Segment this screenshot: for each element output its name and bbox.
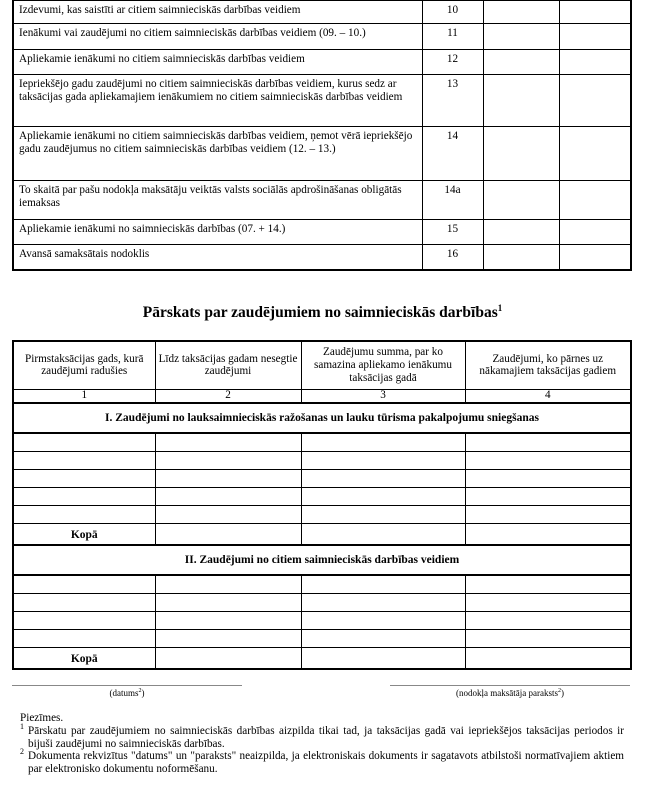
section-header-row <box>13 403 631 433</box>
note-text: Dokumenta rekvizītus "datums" un "paraksts" neaizpilda, ja elektroniskais dokuments ir sagatavots atbilstoši normatīvajiem aktiem par elektronisko dokumentu noformēšanu. <box>28 750 624 776</box>
entry-cell[interactable] <box>155 469 301 487</box>
table-row <box>13 75 631 127</box>
note-mark: 2 <box>20 747 24 757</box>
table-row <box>13 127 631 181</box>
note-item <box>20 721 624 751</box>
table-row <box>13 451 631 469</box>
table-row <box>13 505 631 523</box>
closing-paren: ) <box>141 688 145 698</box>
table-row <box>13 433 631 451</box>
entry-cell[interactable] <box>13 575 155 593</box>
row-code: 13 <box>422 75 483 127</box>
total-cell[interactable] <box>301 647 465 669</box>
row-code: 16 <box>422 245 483 270</box>
report-title-text: Pārskats par zaudējumiem no saimnieciskās darbības <box>142 304 498 321</box>
note-item <box>20 747 624 776</box>
column-number: 1 <box>13 389 155 403</box>
total-cell[interactable] <box>465 523 631 545</box>
section-header-row <box>13 545 631 575</box>
footnote-mark: 1 <box>497 302 503 313</box>
row-label: Ienākumi vai zaudējumi no citiem saimnieciskās darbības veidiem (09. – 10.) <box>13 24 422 50</box>
value-cell[interactable] <box>483 50 559 75</box>
value-cell[interactable] <box>559 245 631 270</box>
entry-cell[interactable] <box>155 611 301 629</box>
column-number: 2 <box>155 389 301 403</box>
date-line[interactable] <box>12 685 242 686</box>
value-cell[interactable] <box>483 75 559 127</box>
footnote-mark: 2 <box>557 688 561 694</box>
signature-label: (nodokļa maksātāja paraksts <box>456 688 558 698</box>
entry-cell[interactable] <box>155 629 301 647</box>
entry-cell[interactable] <box>301 505 465 523</box>
row-code: 10 <box>422 1 483 24</box>
row-code: 14 <box>422 127 483 181</box>
entry-cell[interactable] <box>465 593 631 611</box>
entry-cell[interactable] <box>13 451 155 469</box>
row-code: 11 <box>422 24 483 50</box>
entry-cell[interactable] <box>155 487 301 505</box>
value-cell[interactable] <box>559 75 631 127</box>
row-label: Apliekamie ienākumi no citiem saimnieciskās darbības veidiem <box>13 50 422 75</box>
date-caption <box>12 688 242 698</box>
entry-cell[interactable] <box>155 505 301 523</box>
value-cell[interactable] <box>483 220 559 245</box>
table-row <box>13 24 631 50</box>
table-row <box>13 629 631 647</box>
entry-cell[interactable] <box>465 487 631 505</box>
note-text: Pārskatu par zaudējumiem no saimnieciskās darbības aizpilda tikai tad, ja taksācijas gadā vai iepriekšējos taksācijas periodos ir bijuši zaudējumi no saimnieciskās darbības. <box>28 724 624 750</box>
value-cell[interactable] <box>559 220 631 245</box>
value-cell[interactable] <box>559 1 631 24</box>
signature-caption <box>390 688 630 698</box>
table-row <box>13 593 631 611</box>
note-mark: 1 <box>20 721 24 731</box>
value-cell[interactable] <box>483 127 559 181</box>
column-number: 4 <box>465 389 631 403</box>
table-row <box>13 469 631 487</box>
entry-cell[interactable] <box>13 629 155 647</box>
entry-cell[interactable] <box>465 611 631 629</box>
table-row <box>13 50 631 75</box>
column-number: 3 <box>301 389 465 403</box>
entry-cell[interactable] <box>13 433 155 451</box>
entry-cell[interactable] <box>301 611 465 629</box>
table-row <box>13 1 631 24</box>
value-cell[interactable] <box>559 127 631 181</box>
entry-cell[interactable] <box>465 575 631 593</box>
income-summary-table <box>12 0 632 271</box>
total-cell[interactable] <box>301 523 465 545</box>
value-cell[interactable] <box>483 24 559 50</box>
header-row <box>13 341 631 389</box>
value-cell[interactable] <box>559 50 631 75</box>
row-code: 12 <box>422 50 483 75</box>
value-cell[interactable] <box>483 181 559 220</box>
entry-cell[interactable] <box>301 629 465 647</box>
entry-cell[interactable] <box>13 469 155 487</box>
total-cell[interactable] <box>155 523 301 545</box>
entry-cell[interactable] <box>465 433 631 451</box>
entry-cell[interactable] <box>465 629 631 647</box>
entry-cell[interactable] <box>155 575 301 593</box>
table-row <box>13 245 631 270</box>
column-header: Zaudējumi, ko pārnes uz nākamajiem taksācijas gadiem <box>465 341 631 389</box>
entry-cell[interactable] <box>13 611 155 629</box>
total-row <box>13 647 631 669</box>
closing-paren: ) <box>560 688 564 698</box>
loss-report-table <box>12 340 632 670</box>
total-label: Kopā <box>13 647 155 669</box>
section-title: I. Zaudējumi no lauksaimnieciskās ražošanas un lauku tūrisma pakalpojumu sniegšanas <box>13 403 631 433</box>
row-label: Apliekamie ienākumi no saimnieciskās darbības (07. + 14.) <box>13 220 422 245</box>
entry-cell[interactable] <box>465 505 631 523</box>
notes <box>20 712 624 776</box>
row-code: 14a <box>422 181 483 220</box>
entry-cell[interactable] <box>13 505 155 523</box>
row-label: Izdevumi, kas saistīti ar citiem saimnieciskās darbības veidiem <box>13 1 422 24</box>
column-header: Pirmstaksācijas gads, kurā zaudējumi radušies <box>13 341 155 389</box>
entry-cell[interactable] <box>155 451 301 469</box>
row-code: 15 <box>422 220 483 245</box>
notes-heading: Piezīmes. <box>20 712 64 724</box>
footnote-mark: 2 <box>138 688 142 694</box>
value-cell[interactable] <box>483 245 559 270</box>
table-row <box>13 181 631 220</box>
column-number-row <box>13 389 631 403</box>
date-label: (datums <box>109 688 139 698</box>
row-label: To skaitā par pašu nodokļa maksātāju veiktās valsts sociālās apdrošināšanas obligātās iemaksas <box>13 181 422 220</box>
entry-cell[interactable] <box>13 593 155 611</box>
value-cell[interactable] <box>559 181 631 220</box>
entry-cell[interactable] <box>155 433 301 451</box>
row-label: Iepriekšējo gadu zaudējumi no citiem saimnieciskās darbības veidiem, kurus sedz ar taksācijas gada apliekamajiem ienākumiem no citiem saimnieciskās darbības veidiem <box>13 75 422 127</box>
table-row <box>13 575 631 593</box>
total-label: Kopā <box>13 523 155 545</box>
total-cell[interactable] <box>155 647 301 669</box>
entry-cell[interactable] <box>155 593 301 611</box>
entry-cell[interactable] <box>465 451 631 469</box>
signature-line[interactable] <box>390 685 630 686</box>
column-header: Līdz taksācijas gadam nesegtie zaudējumi <box>155 341 301 389</box>
total-cell[interactable] <box>465 647 631 669</box>
row-label: Avansā samaksātais nodoklis <box>13 245 422 270</box>
entry-cell[interactable] <box>301 469 465 487</box>
entry-cell[interactable] <box>301 487 465 505</box>
entry-cell[interactable] <box>301 593 465 611</box>
entry-cell[interactable] <box>301 433 465 451</box>
table-row <box>13 611 631 629</box>
entry-cell[interactable] <box>465 469 631 487</box>
table-row <box>13 220 631 245</box>
section-title: II. Zaudējumi no citiem saimnieciskās darbības veidiem <box>13 545 631 575</box>
total-row <box>13 523 631 545</box>
report-title <box>0 304 645 322</box>
row-label: Apliekamie ienākumi no citiem saimnieciskās darbības veidiem, ņemot vērā iepriekšējo gadu zaudējumus no citiem saimnieciskās darbības veidiem (12. – 13.) <box>13 127 422 181</box>
value-cell[interactable] <box>483 1 559 24</box>
table-row <box>13 487 631 505</box>
entry-cell[interactable] <box>301 575 465 593</box>
entry-cell[interactable] <box>13 487 155 505</box>
value-cell[interactable] <box>559 24 631 50</box>
column-header: Zaudējumu summa, par ko samazina apliekamo ienākumu taksācijas gadā <box>301 341 465 389</box>
entry-cell[interactable] <box>301 451 465 469</box>
